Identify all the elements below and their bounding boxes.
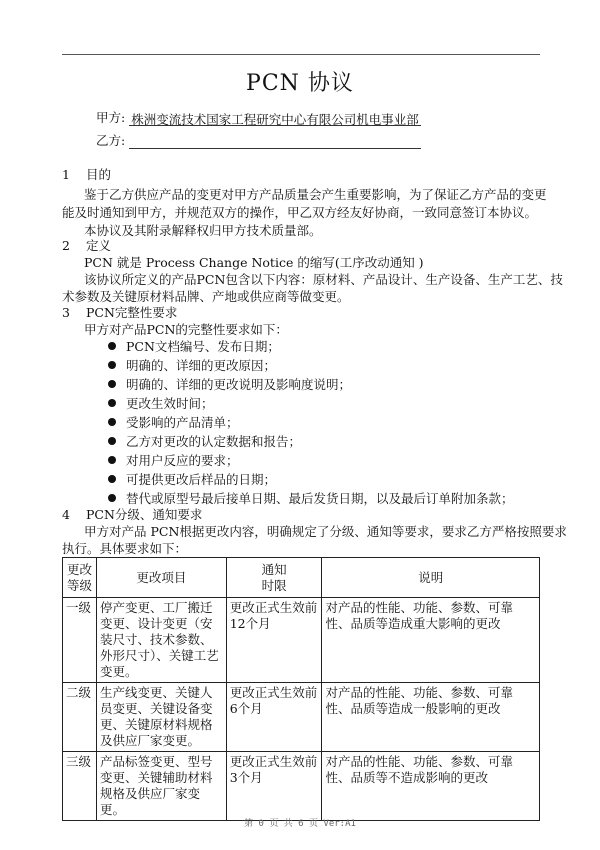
- cell-notice: 更改正式生效前12个月: [226, 598, 322, 683]
- section-1-line: 本协议及其附录解释权归甲方技术质量部。: [84, 223, 322, 238]
- section-4-heading: 4 PCN分级、通知要求: [62, 507, 203, 522]
- section-2-line: 该协议所定义的产品PCN包含以下内容：原材料、产品设计、生产设备、生产工艺、技: [84, 272, 563, 287]
- section-3-intro: 甲方对产品PCN的完整性要求如下：: [84, 322, 288, 337]
- list-item: 替代或原型号最后接单日期、最后发货日期，以及最后订单附加条款；: [108, 490, 514, 508]
- section-2-line: PCN 就是 Process Change Notice 的缩写(工序改动通知 ): [84, 255, 424, 270]
- party-b: [96, 131, 421, 149]
- section-4-line: 甲方对产品 PCN根据更改内容，明确规定了分级、通知等要求，要求乙方严格按照要求: [84, 524, 567, 539]
- cell-notice: 更改正式生效前3个月: [226, 752, 322, 821]
- cell-items: 停产变更、工厂搬迁变更、设计变更（安装尺寸、技术参数、外形尺寸）、关键工艺变更。: [96, 598, 226, 683]
- header-items: 更改项目: [96, 558, 226, 598]
- party-a: [96, 108, 421, 126]
- cell-level: 二级: [63, 683, 97, 752]
- section-2-line: 术参数及关键原材料品牌、产地或供应商等做变更。: [62, 289, 350, 304]
- header-notice: 通知 时限: [226, 558, 322, 598]
- section-1-line: 鉴于乙方供应产品的变更对甲方产品质量会产生重要影响，为了保证乙方产品的变更: [84, 187, 547, 202]
- list-item: 可提供更改后样品的日期；: [108, 471, 276, 489]
- cell-items: 生产线变更、关键人员变更、关键设备变更、关键原材料规格及供应厂家变更。: [96, 683, 226, 752]
- header-level: 更改 等级: [63, 558, 97, 598]
- list-item: 受影响的产品清单；: [108, 414, 239, 432]
- section-1-heading: 1 目的: [62, 167, 112, 182]
- section-3-heading: 3 PCN完整性要求: [62, 305, 178, 320]
- bullet-icon: [108, 475, 116, 483]
- bullet-icon: [108, 342, 116, 350]
- cell-level: 三级: [63, 752, 97, 821]
- bullet-icon: [108, 361, 116, 369]
- party-a-value: 株洲变流技术国家工程研究中心有限公司机电事业部: [129, 110, 421, 126]
- cell-items: 产品标签变更、型号变更、关键辅助材料规格及供应厂家变更。: [96, 752, 226, 821]
- document-title: PCN 协议: [246, 71, 354, 96]
- header-desc: 说明: [322, 558, 540, 598]
- list-item: 对用户反应的要求；: [108, 452, 239, 470]
- top-rule: [62, 54, 540, 55]
- list-item: 明确的、详细的更改说明及影响度说明；: [108, 376, 351, 394]
- bullet-icon: [108, 380, 116, 388]
- table-header-row: [63, 558, 540, 598]
- cell-desc: 对产品的性能、功能、参数、可靠性、品质等造成重大影响的更改: [322, 598, 540, 683]
- bullet-icon: [108, 456, 116, 464]
- cell-desc: 对产品的性能、功能、参数、可靠性、品质等不造成影响的更改: [322, 752, 540, 821]
- table-row: [63, 683, 540, 752]
- section-1-line: 能及时通知到甲方，并规范双方的操作，甲乙双方经友好协商，一致同意签订本协议。: [62, 205, 538, 220]
- list-item: PCN文档编号、发布日期；: [108, 338, 280, 356]
- bullet-icon: [108, 418, 116, 426]
- party-b-label: 乙方:: [96, 133, 126, 148]
- bullet-icon: [108, 399, 116, 407]
- cell-notice: 更改正式生效前6个月: [226, 683, 322, 752]
- list-item: 明确的、详细的更改原因；: [108, 357, 276, 375]
- section-4-line: 执行。具体要求如下：: [62, 541, 188, 556]
- list-item: 乙方对更改的认定数据和报告；: [108, 433, 301, 451]
- page-footer: 第 0 页 共 6 页 Ver:A1: [244, 819, 356, 829]
- bullet-icon: [108, 437, 116, 445]
- cell-level: 一级: [63, 598, 97, 683]
- table-row: [63, 598, 540, 683]
- pcn-level-table: [62, 557, 540, 821]
- party-b-value: [129, 133, 421, 149]
- list-item: 更改生效时间；: [108, 395, 214, 413]
- section-2-heading: 2 定义: [62, 238, 112, 253]
- cell-desc: 对产品的性能、功能、参数、可靠性、品质等造成一般影响的更改: [322, 683, 540, 752]
- bullet-icon: [108, 494, 116, 502]
- party-a-label: 甲方:: [96, 110, 126, 125]
- table-row: [63, 752, 540, 821]
